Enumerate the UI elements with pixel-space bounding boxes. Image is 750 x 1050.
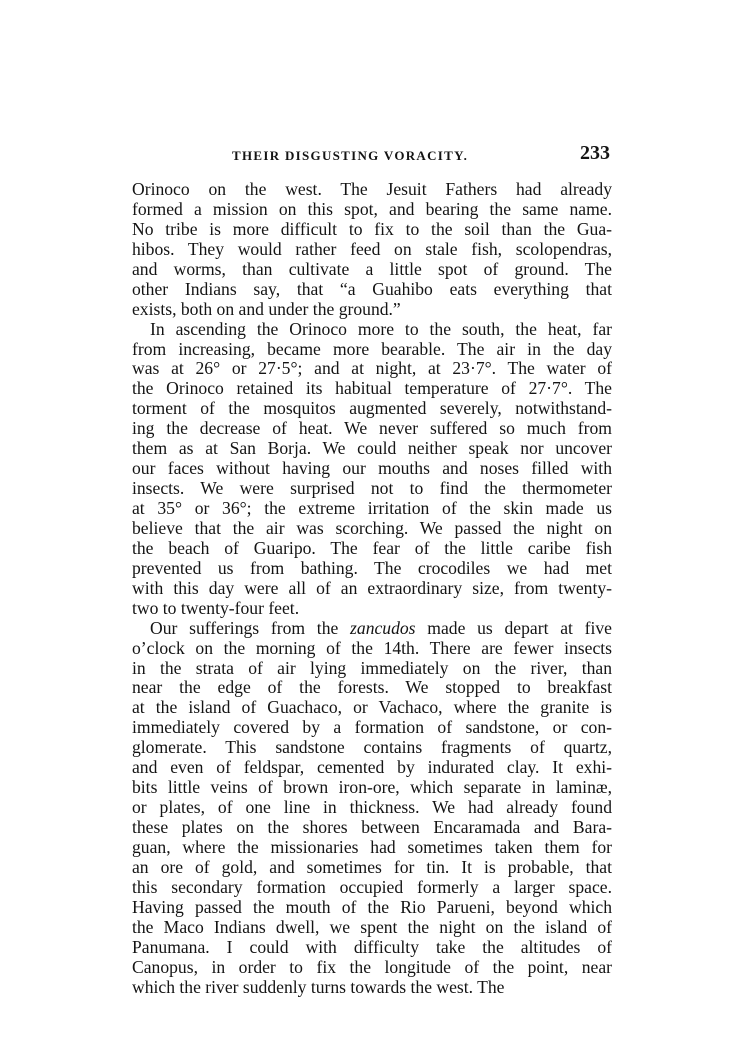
text-line: guan, where the missionaries had sometimes taken them for <box>132 836 612 857</box>
text-line: which the river suddenly turns towards the west. The <box>132 976 505 997</box>
text-line: torment of the mosquitos augmented severely, notwithstand- <box>132 398 612 419</box>
text-line: exists, both on and under the ground.” <box>132 298 401 319</box>
text-line: the Orinoco retained its habitual temperature of 27·7°. The <box>132 378 612 399</box>
text-line: No tribe is more difficult to fix to the soil than the Gua- <box>132 218 612 239</box>
text-line: from increasing, became more bearable. The air in the day <box>132 338 612 359</box>
text-line: them as at San Borja. We could neither speak nor uncover <box>132 438 612 459</box>
text-line: other Indians say, that “a Guahibo eats everything that <box>132 278 612 299</box>
text-line: immediately covered by a formation of sandstone, or con- <box>132 717 612 738</box>
text-line: was at 26° or 27·5°; and at night, at 23·7°. The water of <box>132 358 612 379</box>
text-line: the Maco Indians dwell, we spent the night on the island of <box>132 916 612 937</box>
text-line: Orinoco on the west. The Jesuit Fathers had already <box>132 179 612 199</box>
text-line: the beach of Guaripo. The fear of the little caribe fish <box>132 537 612 558</box>
text-line: an ore of gold, and sometimes for tin. It is probable, that <box>132 856 612 877</box>
text-line: these plates on the shores between Encaramada and Bara- <box>132 817 612 837</box>
text-line: Canopus, in order to fix the longitude of the point, near <box>132 956 612 977</box>
text-line: formed a mission on this spot, and bearing the same name. <box>132 198 612 219</box>
text-line: two to twenty-four feet. <box>132 597 300 618</box>
text-line: this secondary formation occupied formerly a larger space. <box>132 876 612 897</box>
text-line: insects. We were surprised not to find the thermometer <box>132 478 612 499</box>
paragraph <box>132 619 612 998</box>
paragraph <box>132 320 612 619</box>
text-line: ing the decrease of heat. We never suffered so much from <box>132 418 612 439</box>
text-line: Having passed the mouth of the Rio Parueni, beyond which <box>132 896 612 917</box>
page-header <box>132 142 612 168</box>
text-line: bits little veins of brown iron-ore, which separate in laminæ, <box>132 777 612 798</box>
text-line: glomerate. This sandstone contains fragments of quartz, <box>132 737 612 758</box>
page-number: 233 <box>580 142 610 164</box>
text-line: prevented us from bathing. The crocodiles we had met <box>132 557 612 578</box>
text-line: with this day were all of an extraordinary size, from twenty- <box>132 577 612 598</box>
text-line: our faces without having our mouths and noses filled with <box>132 458 612 479</box>
text-line: at the island of Guachaco, or Vachaco, where the granite is <box>132 697 612 718</box>
text-line: Our sufferings from the zancudos made us depart at five <box>150 617 612 638</box>
text-line: near the edge of the forests. We stopped to breakfast <box>132 677 612 698</box>
running-title: THEIR DISGUSTING VORACITY. <box>232 148 469 163</box>
text-line: Panumana. I could with difficulty take the altitudes of <box>132 936 612 957</box>
text-line: at 35° or 36°; the extreme irritation of the skin made us <box>132 498 612 518</box>
text-line: and even of feldspar, cemented by indurated clay. It exhi- <box>132 757 612 778</box>
text-line: or plates, of one line in thickness. We had already found <box>132 797 612 818</box>
text-line: In ascending the Orinoco more to the south, the heat, far <box>150 318 612 339</box>
text-line: and worms, than cultivate a little spot of ground. The <box>132 258 612 279</box>
text-line: in the strata of air lying immediately on the river, than <box>132 657 612 678</box>
text-line: o’clock on the morning of the 14th. There are fewer insects <box>132 637 612 658</box>
text-line: believe that the air was scorching. We passed the night on <box>132 517 612 538</box>
text-line: hibos. They would rather feed on stale fish, scolopendras, <box>132 238 612 259</box>
body-text <box>132 180 612 997</box>
paragraph <box>132 180 612 320</box>
